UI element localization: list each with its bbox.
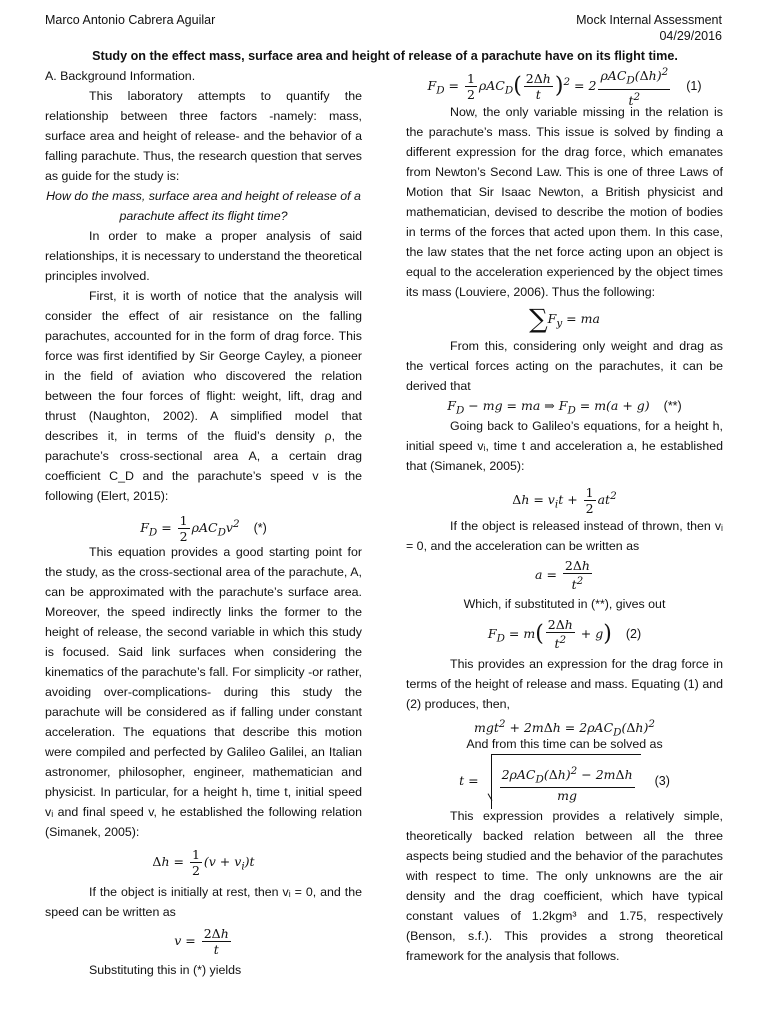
research-question: How do the mass, surface area and height of release of a parachute affect its flight time? [46,189,361,223]
equation-3: t = $\frac{2\rho AC_D(\Delta h)^2 - 2m\Delta h}{mg}$ (3) [406,754,723,806]
paragraph: Going back to Galileo’s equations, for a height h, initial speed vᵢ, time t and acceleration a, he established that (Simanek, 2005): [406,419,723,473]
doc-type: Mock Internal Assessment [576,13,722,27]
section-heading: A. Background Information. [45,69,196,83]
paragraph: First, it is worth of notice that the analysis will consider the effect of air resistance on the falling parachutes, accounted for in the form of drag force. This force was first identified by Sir George Cayley, a pioneer in the field of aviation who discovered the relation between the four forces of flight: weight, lift, drag and thrust (Naughton, 2002). A simplified model that describes it, in terms of the fluid’s density ρ, the parachute’s cross-sectional area A, a certain drag coefficient C_D and the parachute’s speed v is the following (Elert, 2015): [45,289,362,503]
paragraph: Which, if substituted in (**), gives out [463,597,666,611]
header-right [576,12,722,44]
paragraph: If the object is released instead of thrown, then vᵢ = 0, and the acceleration can be written as [406,519,723,553]
paragraph: And from this time can be solved as [466,737,663,751]
equation-equated: $mgt^2 + 2m\Delta h = 2\rho AC_D(\Delta h)^2$ [474,718,655,739]
doc-date: 04/29/2016 [659,29,722,43]
equation-kinematics: Δh = $\frac{1}{2}$ $(v + v_i)t$ [152,847,255,878]
equation-newton: $\sum F_y$ = ma [529,304,600,335]
equation-2: $F_D = m$( $\frac{2\Delta h}{t^2}$ + g) (2) [487,617,642,652]
paper-title: Study on the effect mass, surface area and height of release of a parachute have on its flight time. [92,49,678,63]
left-column [45,66,362,980]
paragraph: This equation provides a good starting point for the study, as the cross-sectional area of the parachute, A, can be approximated with the parachute’s surface area. Moreover, the speed indirectly links the former to the height of release, the second variable in which this study is focused. Said link surfaces when considering the kinematics of the parachute’s fall. For simplicity -or rather, avoiding over-complications- during this study the parachute will be considered as if falling under constant acceleration. The equations that describe this motion were compiled and perfected by Galileo Galilei, an Italian astronomer, philosopher, engineer, mathematician and physicist. In particular, for a height h, time t, initial speed vᵢ and final speed v, he established the following relation (Simanek, 2005): [45,545,362,839]
equation-tag: (**) [663,399,682,413]
right-column [406,66,723,966]
equation-net-force: $F_D$ − mg = ma ⇒ $F_D = m(a + g)$ (**) [447,398,682,417]
equation-tag: (*) [253,521,267,536]
equation-drag-force: $F_D$ = $\frac{1}{2}$ $\rho AC_Dv^2$ (*) [140,513,267,545]
paragraph: This expression provides a relatively simple, theoretically backed relation between all the three aspects being studied and the behavior of the parachutes with respect to time. The only unknowns are the air density and the drag coefficient, which have typical constant values of 1.2kgm³ and 1.75, respectively (Benson, s.f.). This provides a strong theoretical framework for the analysis that follows. [406,809,723,963]
paragraph: If the object is initially at rest, then vᵢ = 0, and the speed can be written as [45,885,362,919]
equation-speed: v = $\frac{2\Delta h}{t}$ [174,926,229,957]
equation-tag: (1) [686,79,702,94]
paragraph: This provides an expression for the drag force in terms of the height of release and mass. Equating (1) and (2) produces, then, [406,657,723,711]
paragraph: Substituting this in (*) yields [89,963,242,977]
equation-acceleration: a = $\frac{2\Delta h}{t^2}$ [535,558,590,593]
author-name: Marco Antonio Cabrera Aguilar [45,13,216,27]
paragraph: From this, considering only weight and drag as the vertical forces acting on the parachutes, it can be derived that [406,339,723,393]
equation-tag: (3) [654,774,670,788]
paragraph: Now, the only variable missing in the relation is the parachute’s mass. This issue is solved by finding a different expression for the drag force, which emanates from Newton’s Second Law. This is one of three Laws of Motion that Sir Isaac Newton, a British physicist and mathematician, devised to describe the motion of bodies in terms of the forces that acted upon them. In this case, the law states that the net force acting upon an object is equal to the acceleration experienced by the object times its mass (Louviere, 2006). Thus the following: [406,105,723,299]
paragraph: In order to make a proper analysis of said relationships, it is necessary to understand the theoretical principles involved. [45,229,362,283]
equation-tag: (2) [625,627,642,641]
equation-galileo: $\Delta h = v_it$ + $\frac{1}{2}$ $at^2$ [512,485,617,517]
paragraph: This laboratory attempts to quantify the relationship between three factors -namely: mass, surface area and height of release- and the behavior of a falling parachute. Thus, the research question that serves as guide for the study is: [45,89,362,183]
equation-1: $F_D$ = $\frac{1}{2}$ ρAC$_D$( $\frac{2\Delta h}{t}$ )$^2$ = 2 $\frac{\rho AC_D(\Delta h)^2}{t^2}$ (1) [427,66,702,109]
